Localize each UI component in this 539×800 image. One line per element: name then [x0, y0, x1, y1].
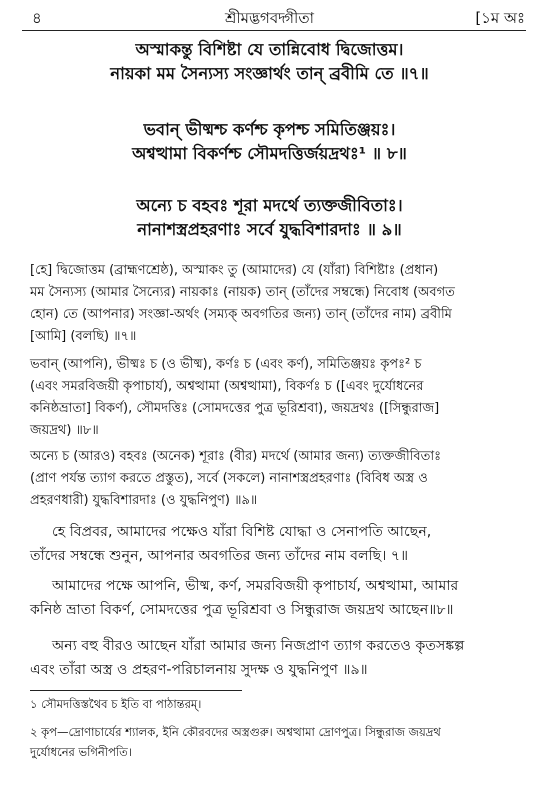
translation-9	[30, 634, 539, 682]
verse-line: অস্মাকন্তু বিশিষ্টা যে তান্নিবোধ দ্বিজোত্তম।	[135, 40, 404, 59]
text-line: আমাদের পক্ষে আপনি, ভীষ্ম, কর্ণ, সমরবিজয়ী কৃপাচার্য, অশ্বত্থামা, আমার	[52, 578, 459, 594]
verse-line: অশ্বত্থামা বিকর্ণশ্চ সৌমদত্তির্জয়দ্রথঃ¹ ॥ ৮॥	[132, 144, 407, 163]
word-meaning-8	[30, 354, 520, 442]
text-line: (প্রাণ পর্যন্ত ত্যাগ করতে প্রস্তুত), সর্বে (সকলে) নানাশস্ত্রপ্রহরণাঃ (বিবিধ অস্ত্র ও	[30, 471, 428, 486]
word-meaning-7	[30, 260, 520, 348]
translation-7	[30, 520, 539, 568]
verse-line: নানাশস্ত্রপ্রহরণাঃ সর্বে যুদ্ধবিশারদাঃ ॥ ৯॥	[137, 220, 402, 239]
text-line: অন্য বহু বীরও আছেন যাঁরা আমার জন্য নিজপ্রাণ ত্যাগ করতেও কৃতসঙ্কল্প	[52, 638, 465, 654]
text-line: মম সৈন্যস্য (আমার সৈন্যের) নায়কাঃ (নায়ক) তান্ (তাঁদের সম্বন্ধে) নিবোধ (অবগত	[30, 285, 455, 300]
footnote-text: দুর্যোধনের ভগিনীপতি।	[30, 745, 132, 759]
word-meaning-9	[30, 446, 520, 512]
footnote-text: ২ কৃপ—দ্রোণাচার্যের শ্যালক, ইনি কৌরবদের অস্ত্রগুরু। অশ্বত্থামা দ্রোণপুত্র। সিন্ধুরাজ জয়দ্রথ	[30, 725, 441, 739]
text-line: এবং তাঁরা অস্ত্র ও প্রহরণ-পরিচালনায় সুদক্ষ ও যুদ্ধনিপুণ ॥৯॥	[30, 662, 368, 678]
running-title: শ্রীমদ্ভগবদ্গীতা	[225, 9, 314, 27]
text-line: (এবং সমরবিজয়ী কৃপাচার্য), অশ্বত্থামা (অশ্বত্থামা), বিকর্ণঃ চ ([এবং দুর্যোধনের	[30, 379, 424, 394]
verse-line: নায়কা মম সৈন্যস্য সংজ্ঞার্থং তান্ ব্রবীমি তে ॥৭॥	[110, 64, 429, 83]
page-number: ৪	[32, 9, 42, 27]
footnote-1	[30, 694, 525, 714]
text-line: হে বিপ্রবর, আমাদের পক্ষেও যাঁরা বিশিষ্ট যোদ্ধা ও সেনাপতি আছেন,	[52, 524, 432, 540]
text-line: প্রহরণধারী) যুদ্ধবিশারদাঃ (ও যুদ্ধনিপুণ) ॥৯॥	[30, 493, 258, 508]
header-rule	[22, 30, 526, 31]
verse-7	[0, 38, 539, 86]
verse-8	[0, 118, 539, 166]
text-line: কনিষ্ঠ ভ্রাতা বিকর্ণ, সোমদত্তের পুত্র ভূরিশ্রবা ও সিন্ধুরাজ জয়দ্রথ আছেন॥৮॥	[30, 602, 454, 618]
footnote-rule	[30, 690, 242, 691]
verse-line: ভবান্ ভীষ্মশ্চ কর্ণশ্চ কৃপশ্চ সমিতিঞ্জয়ঃ।	[143, 120, 396, 139]
text-line: অন্যে চ (আরও) বহবঃ (অনেক) শূরাঃ (বীর) মদর্থে (আমার জন্য) ত্যক্তজীবিতাঃ	[30, 449, 442, 464]
translation-8	[30, 574, 539, 622]
chapter-marker: [১ম অঃ	[475, 9, 525, 27]
text-line: [হে] দ্বিজোত্তম (ব্রাহ্মণশ্রেষ্ঠ), অস্মাকং তু (আমাদের) যে (যাঁরা) বিশিষ্টাঃ (প্রধান)	[30, 263, 439, 278]
footnote-2	[30, 722, 525, 762]
verse-line: অন্যে চ বহবঃ শূরা মদর্থে ত্যক্তজীবিতাঃ।	[136, 196, 403, 215]
verse-9	[0, 194, 539, 242]
page-header	[0, 5, 539, 29]
text-line: ভবান্ (আপনি), ভীষ্মঃ চ (ও ভীষ্ম), কর্ণঃ চ (এবং কর্ণ), সমিতিঞ্জয়ঃ কৃপঃ² চ	[30, 357, 422, 372]
text-line: তাঁদের সম্বন্ধে শুনুন, আপনার অবগতির জন্য তাঁদের নাম বলছি। ৭॥	[30, 548, 409, 564]
text-line: কনিষ্ঠভ্রাতা] বিকর্ণ), সৌমদত্তিঃ (সোমদত্তের পুত্র ভূরিশ্রবা), জয়দ্রথঃ ([সিন্ধুরাজ]	[30, 401, 440, 416]
text-line: [আমি] (বলছি) ॥৭॥	[30, 329, 137, 344]
text-line: জয়দ্রথ) ॥৮॥	[30, 423, 99, 438]
text-line: হোন) তে (আপনার) সংজ্ঞা-অর্থং (সম্যক্ অবগতির জন্য) তান্ (তাঁদের নাম) ব্রবীমি	[30, 307, 452, 322]
footnote-text: ১ সৌমদত্তিস্তথৈব চ ইতি বা পাঠান্তরম্।	[30, 697, 202, 711]
